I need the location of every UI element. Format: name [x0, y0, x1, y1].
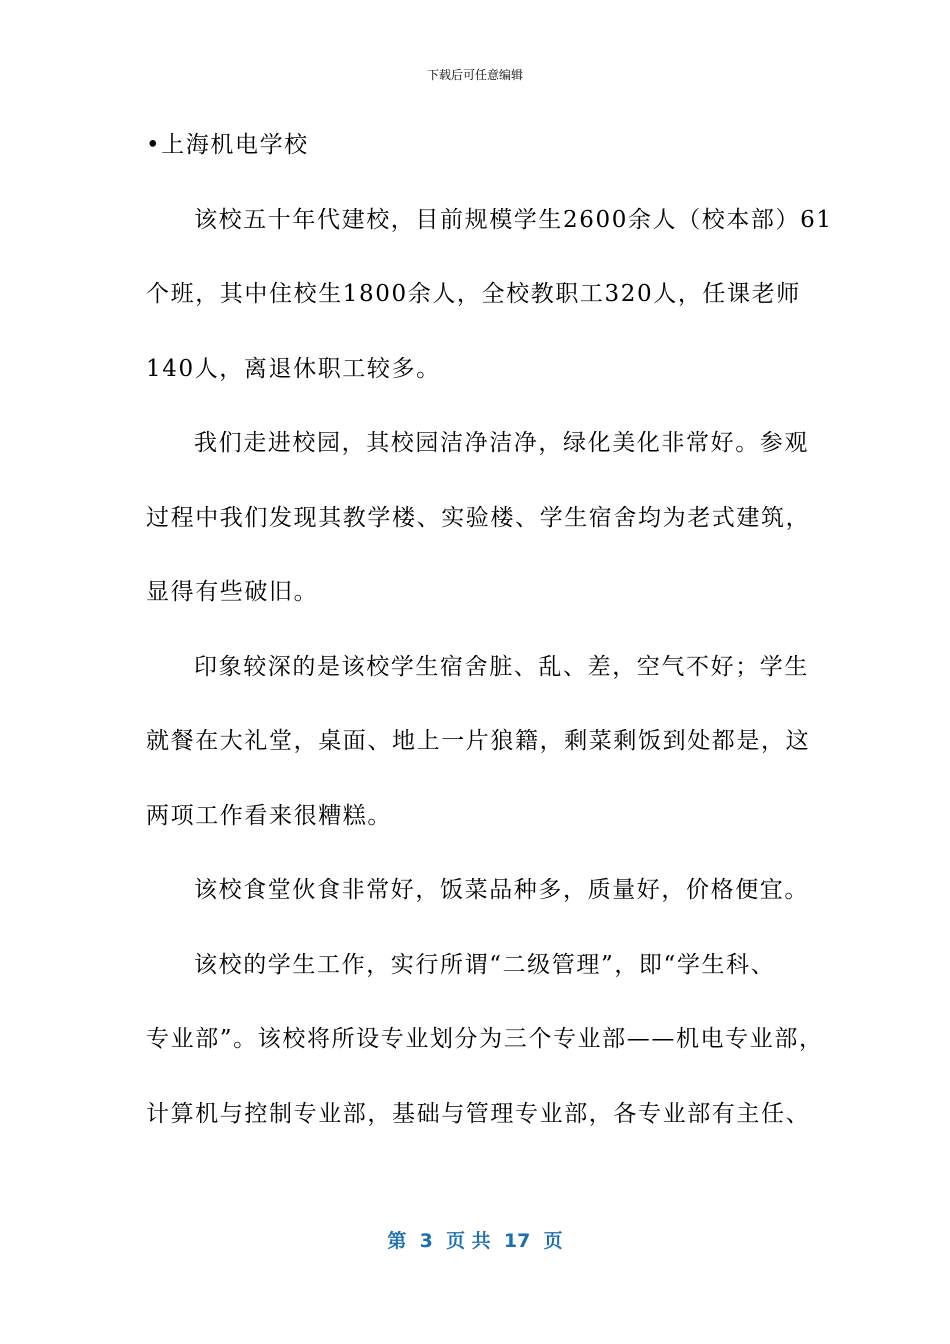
paragraph-line: 该校食堂伙食非常好，饭菜品种多，质量好，价格便宜。 [194, 877, 809, 903]
paragraph-line: 该校的学生工作，实行所谓“二级管理”，即“学生科、 [194, 951, 776, 978]
paragraph-line: 我们走进校园，其校园洁净洁净，绿化美化非常好。参观 [194, 430, 809, 456]
paragraph-line: 印象较深的是该校学生宿舍脏、乱、差，空气不好；学生 [194, 653, 809, 680]
paragraph-line: 两项工作看来很糟糕。 [146, 802, 392, 829]
paragraph-line: 显得有些破旧。 [146, 579, 319, 605]
paragraph-line: 个班，其中住校生1800余人，全校教职工320人，任课老师 [146, 281, 801, 307]
paragraph-line: 计算机与控制专业部，基础与管理专业部，各专业部有主任、 [146, 1100, 811, 1127]
header-note: 下载后可任意编辑 [426, 68, 523, 82]
paragraph-line: 就餐在大礼堂，桌面、地上一片狼籍，剩菜剩饭到处都是，这 [146, 728, 811, 754]
paragraph-line: 该校五十年代建校，目前规模学生2600余人（校本部）61 [194, 206, 833, 233]
section-heading: •上海机电学校 [146, 132, 309, 158]
paragraph-line: 140人，离退休职工较多。 [146, 355, 441, 382]
paragraph-line: 专业部”。该校将所设专业划分为三个专业部——机电专业部， [146, 1026, 824, 1052]
page-number: 第 3 页 共 17 页 [387, 1230, 563, 1252]
document-body [146, 128, 833, 1171]
paragraph-line: 过程中我们发现其教学楼、实验楼、学生宿舍均为老式建筑， [146, 504, 811, 531]
